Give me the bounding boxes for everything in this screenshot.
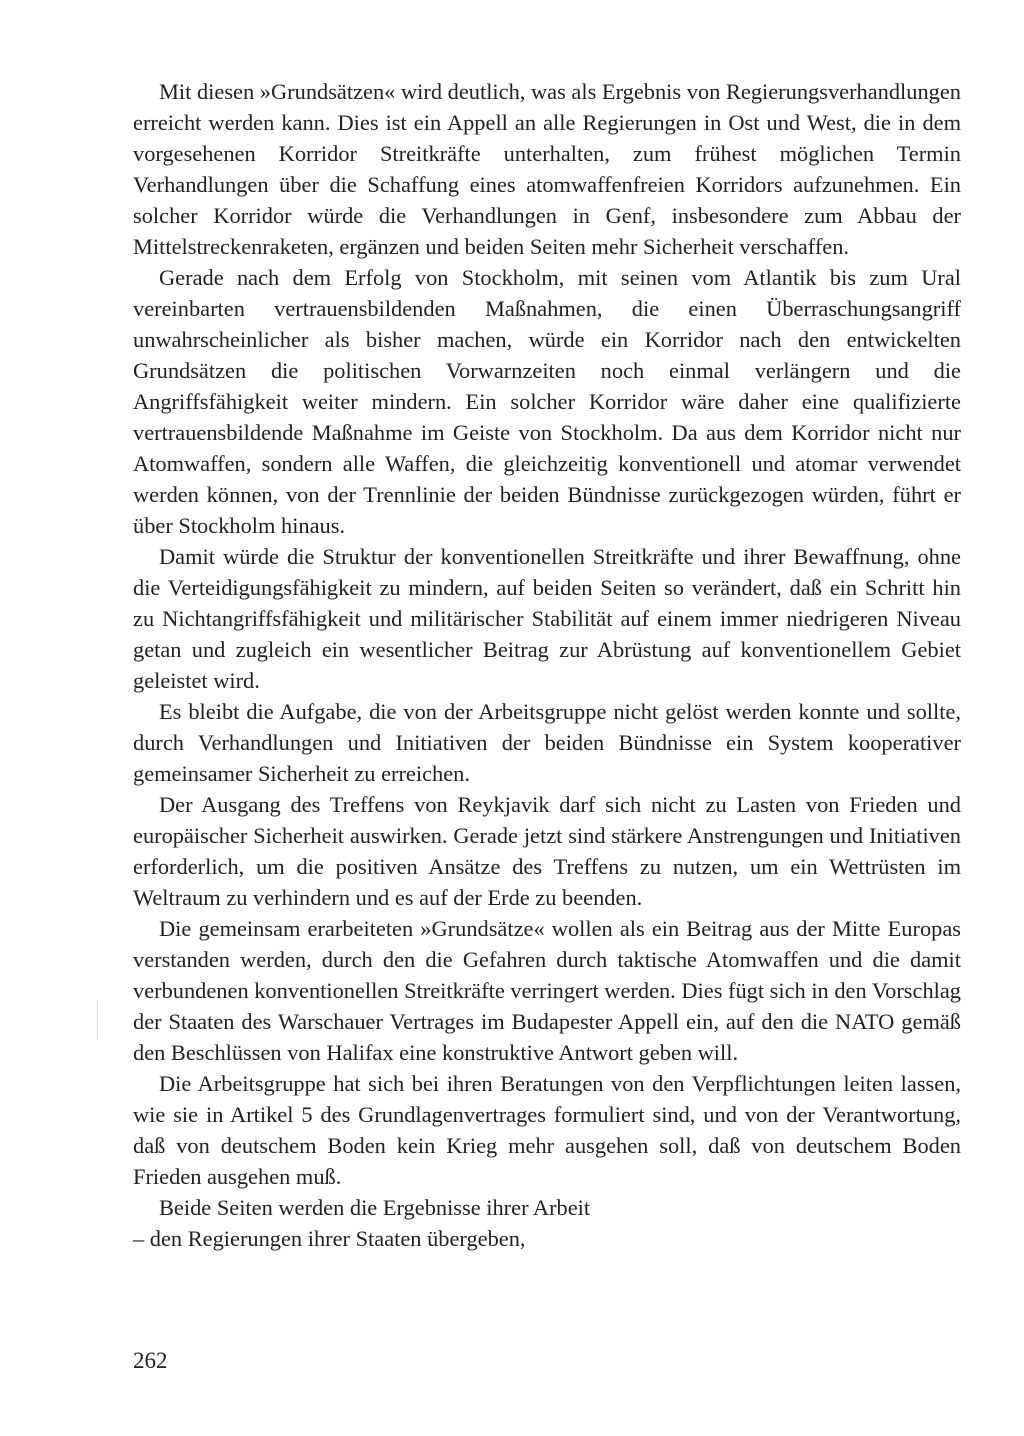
- paragraph: Es bleibt die Aufgabe, die von der Arbeitsgruppe nicht gelöst werden konnte und sollte, durch Verhandlungen und Initiativen der beiden Bündnisse ein System kooperativer gemeinsamer Sicherheit zu erreichen.: [133, 699, 961, 786]
- paragraph: Der Ausgang des Treffens von Reykjavik darf sich nicht zu Lasten von Frieden und europäischer Sicherheit auswirken. Gerade jetzt sind stärkere Anstrengungen und Initiativen erforderlich, um die positiven Ansätze des Treffens zu nutzen, um ein Wettrüsten im Weltraum zu verhindern und es auf der Erde zu beenden.: [133, 792, 961, 910]
- page-number: 262: [133, 1348, 168, 1373]
- paragraph: Die Arbeitsgruppe hat sich bei ihren Beratungen von den Verpflichtungen leiten lassen, wie sie in Artikel 5 des Grundlagenvertrages formuliert sind, und von der Verantwortung, daß von deutschem Boden kein Krieg mehr ausgehen soll, daß von deutschem Boden Frieden ausgehen muß.: [133, 1071, 961, 1189]
- paragraph: Beide Seiten werden die Ergebnisse ihrer Arbeit: [159, 1195, 591, 1220]
- paragraph: Damit würde die Struktur der konventionellen Streitkräfte und ihrer Bewaffnung, ohne die Verteidigungsfähigkeit zu mindern, auf beiden Seiten so verändert, daß ein Schritt hin zu Nichtangriffsfähigkeit und militärischer Stabilität auf einem immer niedrigeren Niveau getan und zugleich ein wesentlicher Beitrag zur Abrüstung auf konventionellem Gebiet geleistet wird.: [133, 544, 961, 693]
- margin-mark: [97, 1000, 98, 1040]
- list-item: – den Regierungen ihrer Staaten übergeben,: [133, 1226, 526, 1251]
- paragraph: Mit diesen »Grundsätzen« wird deutlich, was als Ergebnis von Regierungsverhandlungen erreicht werden kann. Dies ist ein Appell an alle Regierungen in Ost und West, die in dem vorgesehenen Korridor Streitkräfte unterhalten, zum frühest möglichen Termin Verhandlungen über die Schaffung eines atomwaffenfreien Korridors aufzunehmen. Ein solcher Korridor würde die Verhandlungen in Genf, insbesondere zum Abbau der Mittelstreckenraketen, ergänzen und beiden Seiten mehr Sicherheit verschaffen.: [133, 79, 961, 259]
- paragraph: Die gemeinsam erarbeiteten »Grundsätze« wollen als ein Beitrag aus der Mitte Europas verstanden werden, durch den die Gefahren durch taktische Atomwaffen und die damit verbundenen konventionellen Streitkräfte verringert werden. Dies fügt sich in den Vorschlag der Staaten des Warschauer Vertrages im Budapester Appell ein, auf den die NATO gemäß den Beschlüssen von Halifax eine konstruktive Antwort geben will.: [133, 916, 962, 1065]
- body-text: [133, 76, 961, 1254]
- paragraph: Gerade nach dem Erfolg von Stockholm, mit seinen vom Atlantik bis zum Ural vereinbarten vertrauensbildenden Maßnahmen, die einen Überraschungsangriff unwahrscheinlicher als bisher machen, würde ein Korridor nach den entwickelten Grundsätzen die politischen Vorwarnzeiten noch einmal verlängern und die Angriffsfähigkeit weiter mindern. Ein solcher Korridor wäre daher eine qualifizierte vertrauensbildende Maßnahme im Geiste von Stockholm. Da aus dem Korridor nicht nur Atomwaffen, sondern alle Waffen, die gleichzeitig konventionell und atomar verwendet werden können, von der Trennlinie der beiden Bündnisse zurückgezogen würden, führt er über Stockholm hinaus.: [133, 265, 961, 538]
